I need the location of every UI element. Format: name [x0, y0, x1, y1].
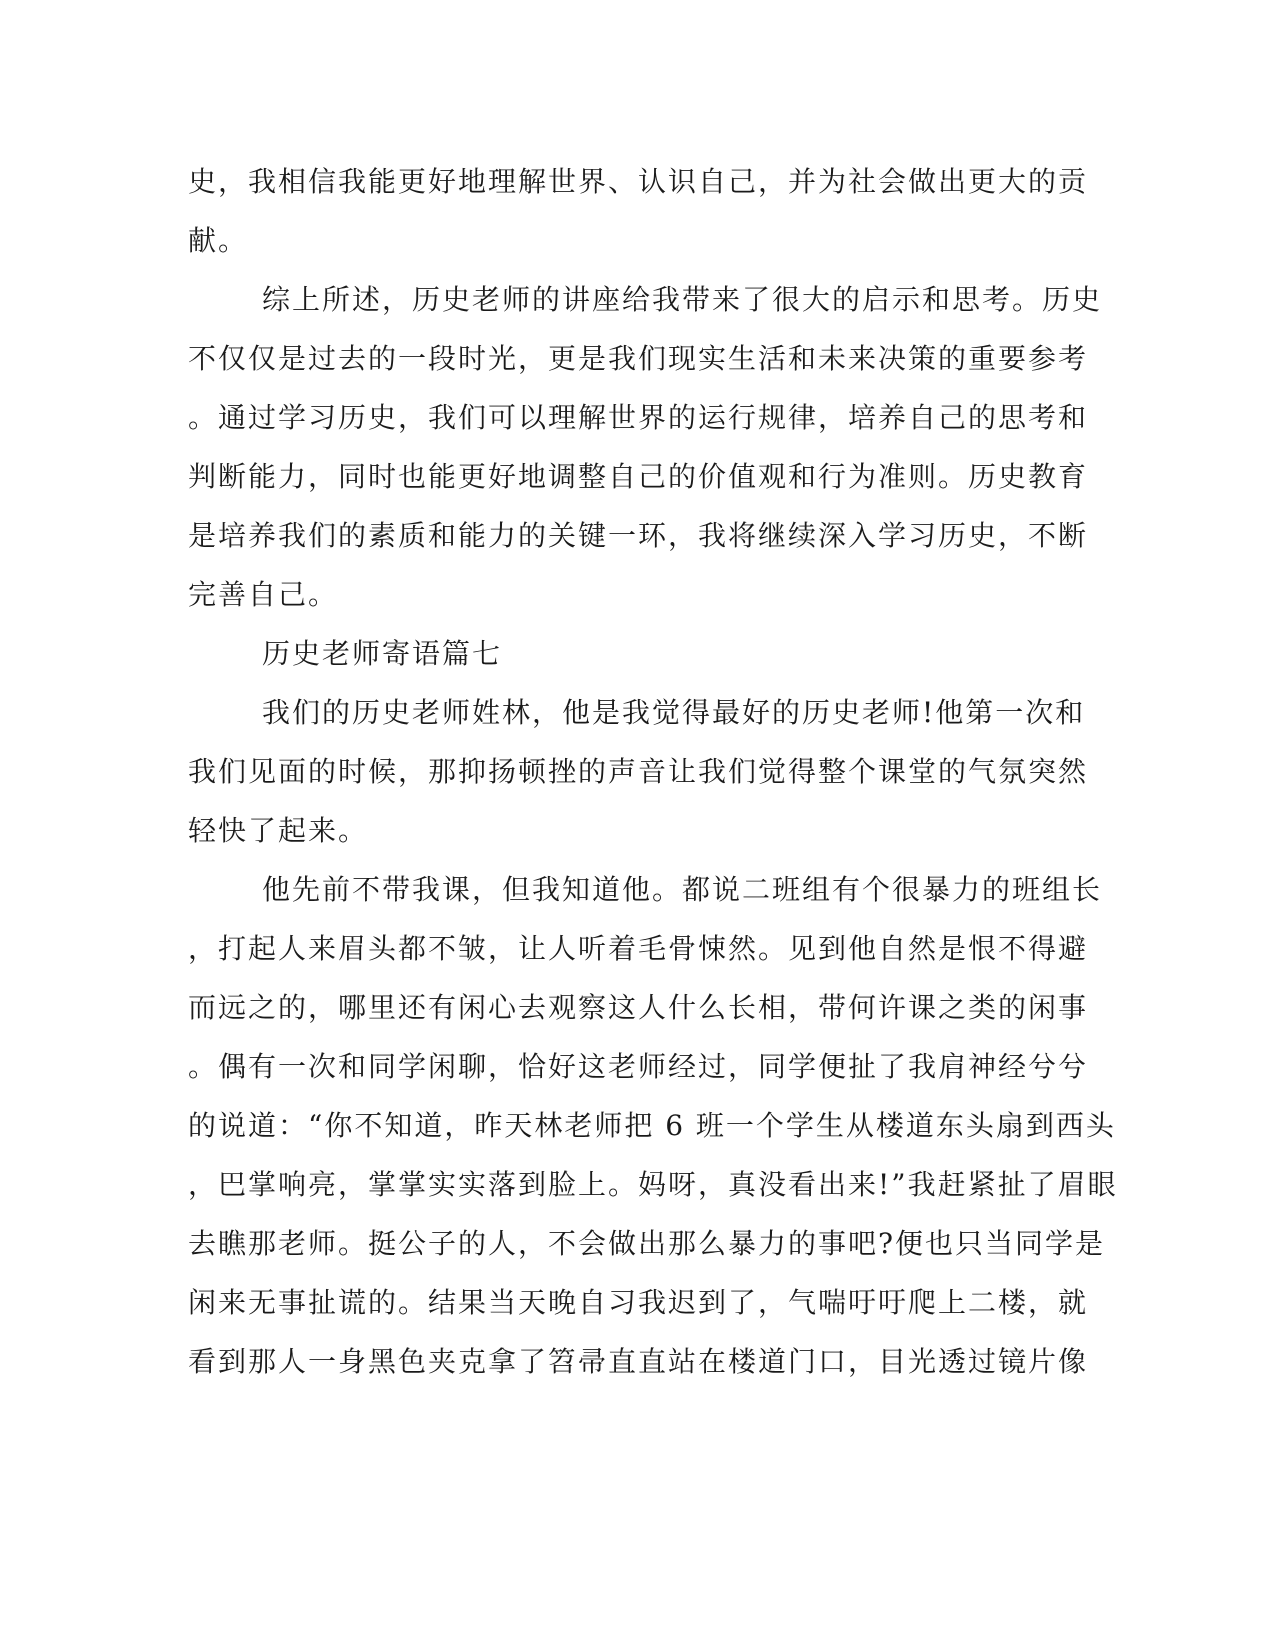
paragraph-start-line: 我们的历史老师姓林，他是我觉得最好的历史老师!他第一次和 — [262, 696, 1086, 729]
text-line: 而远之的，哪里还有闲心去观察这人什么长相，带何许课之类的闲事 — [188, 991, 1089, 1024]
text-line: 完善自己。 — [188, 578, 339, 611]
paragraph-start-line: 他先前不带我课，但我知道他。都说二班组有个很暴力的班组长 — [262, 873, 1103, 906]
text-line: 献。 — [188, 224, 249, 257]
text-line: 史，我相信我能更好地理解世界、认识自己，并为社会做出更大的贡 — [188, 165, 1089, 198]
text-line: 看到那人一身黑色夹克拿了笤帚直直站在楼道门口，目光透过镜片像 — [188, 1345, 1089, 1378]
text-line: 。通过学习历史，我们可以理解世界的运行规律，培养自己的思考和 — [188, 401, 1089, 434]
text-line: 是培养我们的素质和能力的关键一环，我将继续深入学习历史，不断 — [188, 519, 1089, 552]
text-line: ，打起人来眉头都不皱，让人听着毛骨悚然。见到他自然是恨不得避 — [188, 932, 1089, 965]
section-heading: 历史老师寄语篇七 — [262, 637, 503, 670]
text-line: 。偶有一次和同学闲聊，恰好这老师经过，同学便扯了我肩神经兮兮 — [188, 1050, 1089, 1083]
text-line: 不仅仅是过去的一段时光，更是我们现实生活和未来决策的重要参考 — [188, 342, 1089, 375]
text-line: 闲来无事扯谎的。结果当天晚自习我迟到了，气喘吁吁爬上二楼，就 — [188, 1286, 1089, 1319]
text-line: 轻快了起来。 — [188, 814, 369, 847]
text-line: 去瞧那老师。挺公子的人，不会做出那么暴力的事吧?便也只当同学是 — [188, 1227, 1106, 1260]
text-line: ，巴掌响亮，掌掌实实落到脸上。妈呀，真没看出来!”我赶紧扯了眉眼 — [188, 1168, 1118, 1201]
text-line: 判断能力，同时也能更好地调整自己的价值观和行为准则。历史教育 — [188, 460, 1089, 493]
text-line: 我们见面的时候，那抑扬顿挫的声音让我们觉得整个课堂的气氛突然 — [188, 755, 1089, 788]
text-line: 的说道：“你不知道，昨天林老师把 6 班一个学生从楼道东头扇到西头 — [188, 1109, 1116, 1142]
paragraph-start-line: 综上所述，历史老师的讲座给我带来了很大的启示和思考。历史 — [262, 283, 1103, 316]
